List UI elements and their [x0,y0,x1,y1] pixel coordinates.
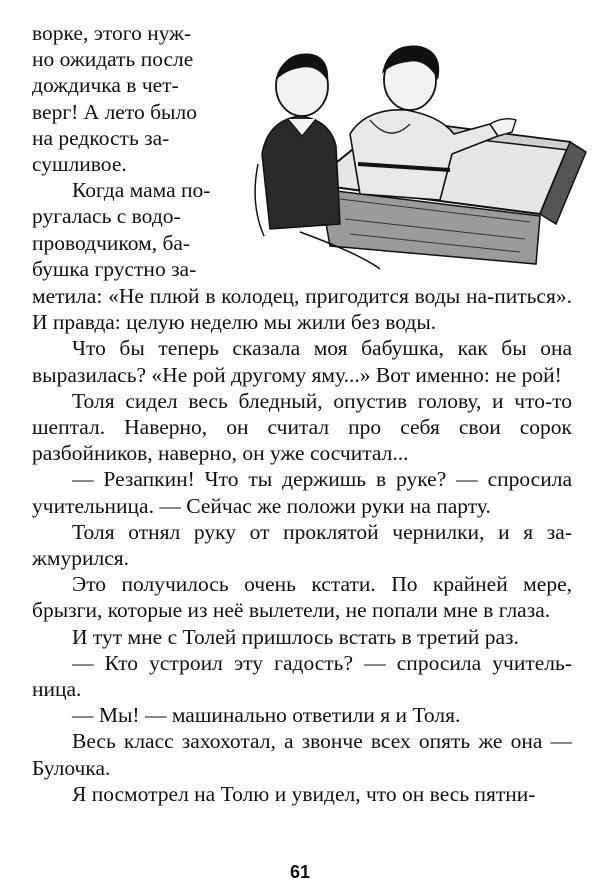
narrow-line: бушка грустно за- [32,256,197,281]
narrow-line: на редкость за- [32,125,170,150]
narrow-line: проводчиком, ба- [32,230,191,255]
narrow-line: Когда мама по- [72,178,211,203]
narrow-line: верг! А лето было [32,99,197,124]
narrow-line: ворке, этого нуж- [32,21,192,45]
text-column-full [32,283,572,807]
paragraph: Весь класс захохотал, а звонче всех опять же она — Булочка. [32,729,572,780]
paragraph: Толя отнял руку от проклятой чернилки, и я за-жмурился. [32,519,572,571]
paragraph: метила: «Не плюй в колодец, пригодится воды на-питься». И правда: целую неделю мы жили без воды. [32,284,572,335]
paragraph: — Кто устроил эту гадость? — спросила учитель-ница. [32,650,572,702]
narrow-line: но ожидать после [32,47,194,72]
narrow-line: сушливое. [32,152,127,177]
paragraph: Что бы теперь сказала моя бабушка, как бы она выразилась? «Не рой другому яму...» Вот именно: не рой! [32,336,572,387]
paragraph: Толя сидел весь бледный, опустив голову, и что-то шептал. Наверно, он считал про себя свои сорок разбойников, наверно, он уже сосчитал... [32,388,572,466]
paragraph: Я посмотрел на Толю и увидел, что он весь пятни- [72,781,536,806]
narrow-line: ругалась с водо- [32,204,181,229]
narrow-line: дождичка в чет- [32,73,179,98]
illustration-two-boys [240,24,596,272]
boy-left-drawing [255,54,340,236]
paragraph: — Резапкин! Что ты держишь в руке? — спросила учительница. — Сейчас же положи руки на парту. [32,467,572,518]
paragraph: — Мы! — машинально ответили я и Толя. [72,703,461,728]
page-number: 61 [289,862,311,882]
paragraph: Это получилось очень кстати. По крайней мере, брызги, которые из неё вылетели, не попали мне в глаза. [32,572,572,623]
paragraph: И тут мне с Толей пришлось встать в третий раз. [72,624,519,649]
text-column-left [32,20,224,282]
